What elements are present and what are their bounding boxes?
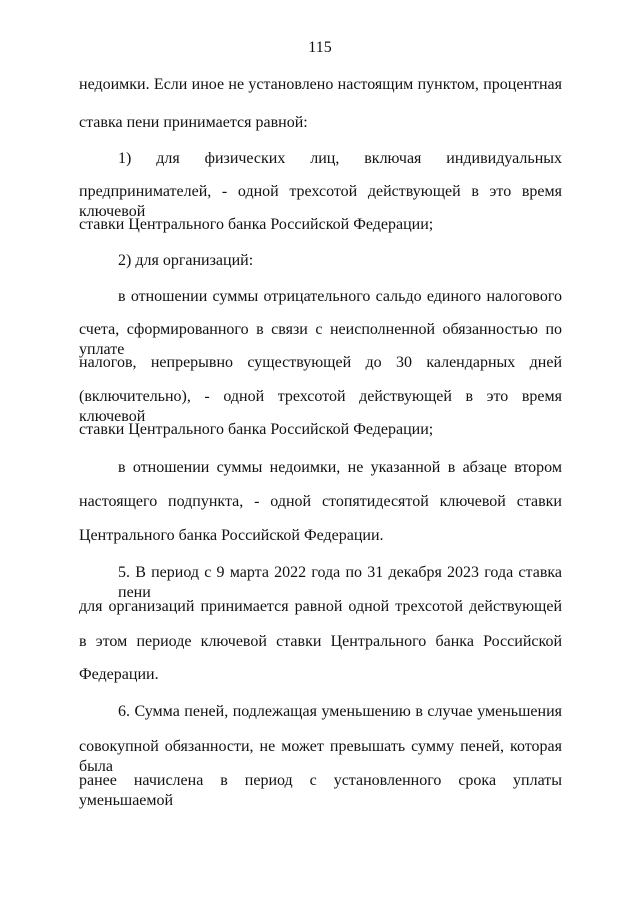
page-number: 115 xyxy=(308,39,332,56)
text-line: настоящего подпункта, - одной стопятидесятой ключевой ставки xyxy=(79,493,562,510)
text-line: ставки Центрального банка Российской Федерации; xyxy=(79,216,434,233)
text-line: ставка пени принимается равной: xyxy=(79,114,308,131)
text-line: 2) для организаций: xyxy=(118,252,254,269)
text-line: счета, сформированного в связи с неисполненной обязанностью по уплате xyxy=(79,321,562,358)
text-line: (включительно), - одной трехсотой действующей в это время ключевой xyxy=(79,388,562,425)
text-line: совокупной обязанности, не может превышать сумму пеней, которая была xyxy=(79,738,562,775)
text-line: 5. В период с 9 марта 2022 года по 31 декабря 2023 года ставка пени xyxy=(118,564,562,601)
text-line: налогов, непрерывно существующей до 30 календарных дней xyxy=(79,354,562,371)
text-line: 1) для физических лиц, включая индивидуальных xyxy=(118,150,562,167)
text-line: недоимки. Если иное не установлено настоящим пунктом, процентная xyxy=(79,76,562,93)
text-line: предпринимателей, - одной трехсотой действующей в это время ключевой xyxy=(79,183,562,220)
text-line: 6. Сумма пеней, подлежащая уменьшению в случае уменьшения xyxy=(118,703,562,720)
text-line: ранее начислена в период с установленного срока уплаты уменьшаемой xyxy=(79,772,562,809)
text-line: в отношении суммы отрицательного сальдо единого налогового xyxy=(118,288,562,305)
text-line: Федерации. xyxy=(79,666,159,683)
text-line: в этом периоде ключевой ставки Центрального банка Российской xyxy=(79,633,562,650)
text-line: ставки Центрального банка Российской Федерации; xyxy=(79,421,434,438)
text-line: в отношении суммы недоимки, не указанной в абзаце втором xyxy=(118,459,562,476)
text-line: для организаций принимается равной одной трехсотой действующей xyxy=(79,598,562,615)
text-line: Центрального банка Российской Федерации. xyxy=(79,527,384,544)
